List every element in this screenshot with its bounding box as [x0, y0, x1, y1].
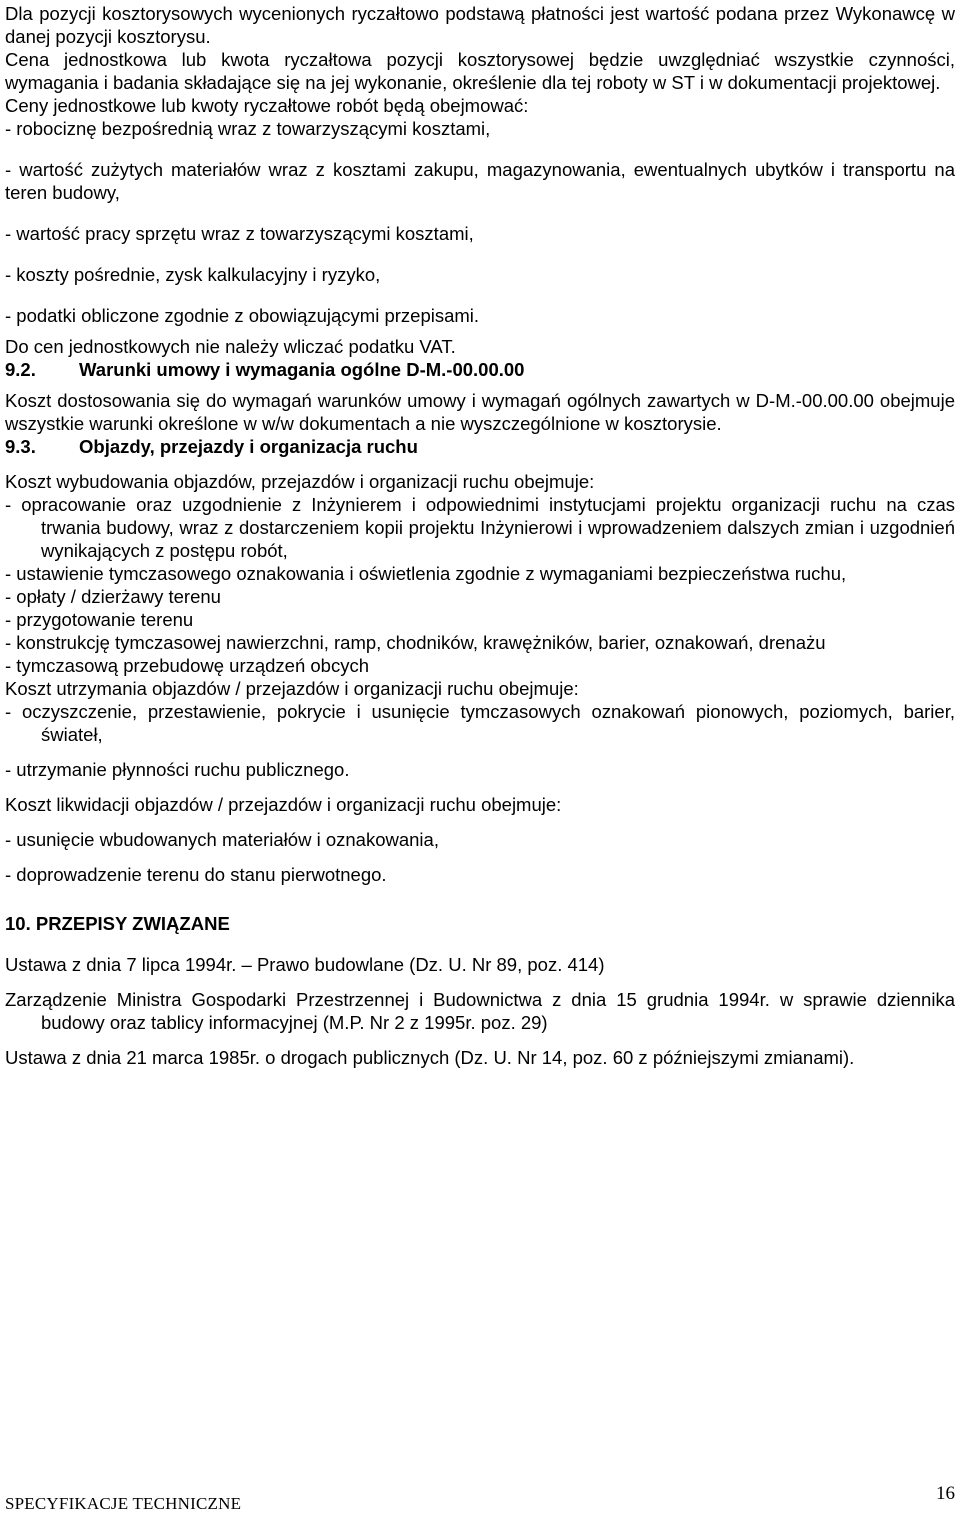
paragraph-maintenance-intro: Koszt utrzymania objazdów / przejazdów i organizacji ruchu obejmuje:: [5, 678, 579, 699]
list-item: - koszty pośrednie, zysk kalkulacyjny i ryzyko,: [5, 264, 381, 285]
reference-item: Zarządzenie Ministra Gospodarki Przestrzennej i Budownictwa z dnia 15 grudnia 1994r. w sprawie dziennika budowy oraz tablicy informacyjnej (M.P. Nr 2 z 1995r. poz. 29): [5, 989, 955, 1033]
list-item: - usunięcie wbudowanych materiałów i oznakowania,: [5, 829, 439, 850]
reference-item: Ustawa z dnia 21 marca 1985r. o drogach publicznych (Dz. U. Nr 14, poz. 60 z późniejszymi zmianami).: [5, 1047, 855, 1068]
paragraph-contract-terms: Koszt dostosowania się do wymagań warunków umowy i wymagań ogólnych zawartych w D-M.-00.00.00 obejmuje wszystkie warunki określone w w/w dokumentach a nie wyszczególnione w kosztorysie.: [5, 390, 955, 434]
section-number: 9.2.: [5, 359, 36, 380]
list-item: - ustawienie tymczasowego oznakowania i oświetlenia zgodnie z wymaganiami bezpieczeństwa ruchu,: [5, 563, 847, 584]
document-page: [5, 2, 955, 1069]
paragraph-liquidation-intro: Koszt likwidacji objazdów / przejazdów i organizacji ruchu obejmuje:: [5, 794, 562, 815]
list-item: - oczyszczenie, przestawienie, pokrycie i usunięcie tymczasowych oznakowań pionowych, poziomych, barier, świateł,: [5, 701, 955, 745]
section-number: 9.3.: [5, 436, 36, 457]
list-item: - wartość zużytych materiałów wraz z kosztami zakupu, magazynowania, ewentualnych ubytków i transportu na teren budowy,: [5, 159, 955, 203]
section-title: Objazdy, przejazdy i organizacja ruchu: [79, 436, 418, 457]
list-item: - przygotowanie terenu: [5, 609, 194, 630]
section-heading-9-2: [5, 358, 955, 381]
list-item: - tymczasową przebudowę urządzeń obcych: [5, 655, 370, 676]
section-title: Warunki umowy i wymagania ogólne D-M.-00.00.00: [79, 359, 525, 380]
paragraph-unit-price: Cena jednostkowa lub kwota ryczałtowa pozycji kosztorysowej będzie uwzględniać wszystkie czynności, wymagania i badania składające się na jej wykonanie, określenie dla tej roboty w ST i w dokumentacji projektowej.: [5, 49, 955, 93]
paragraph-vat: Do cen jednostkowych nie należy wliczać podatku VAT.: [5, 336, 456, 357]
paragraph-build-intro: Koszt wybudowania objazdów, przejazdów i organizacji ruchu obejmuje:: [5, 471, 595, 492]
list-item: - wartość pracy sprzętu wraz z towarzyszącymi kosztami,: [5, 223, 474, 244]
list-item: - doprowadzenie terenu do stanu pierwotnego.: [5, 864, 387, 885]
paragraph-prices-include: Ceny jednostkowe lub kwoty ryczałtowe robót będą obejmować:: [5, 95, 529, 116]
page-number: 16: [936, 1483, 955, 1504]
list-item: - opłaty / dzierżawy terenu: [5, 586, 221, 607]
list-item: - utrzymanie płynności ruchu publicznego.: [5, 759, 350, 780]
list-item: - robociznę bezpośrednią wraz z towarzyszącymi kosztami,: [5, 118, 491, 139]
list-item: - podatki obliczone zgodnie z obowiązującymi przepisami.: [5, 305, 480, 326]
section-heading-9-3: [5, 435, 955, 458]
reference-item: Ustawa z dnia 7 lipca 1994r. – Prawo budowlane (Dz. U. Nr 89, poz. 414): [5, 954, 605, 975]
footer-title: SPECYFIKACJE TECHNICZNE: [5, 1494, 242, 1513]
list-item: - opracowanie oraz uzgodnienie z Inżynierem i odpowiednimi instytucjami projektu organizacji ruchu na czas trwania budowy, wraz z dostarczeniem kopii projektu Inżynierowi i wprowadzeniem dalszych zmian i uzgodnień wynikających z postępu robót,: [5, 494, 955, 561]
paragraph-lump-sum: Dla pozycji kosztorysowych wycenionych ryczałtowo podstawą płatności jest wartość podana przez Wykonawcę w danej pozycji kosztorysu.: [5, 3, 955, 47]
section-heading-10: 10. PRZEPISY ZWIĄZANE: [5, 913, 230, 934]
list-item: - konstrukcję tymczasowej nawierzchni, ramp, chodników, krawężników, barier, oznakowań, drenażu: [5, 632, 826, 653]
